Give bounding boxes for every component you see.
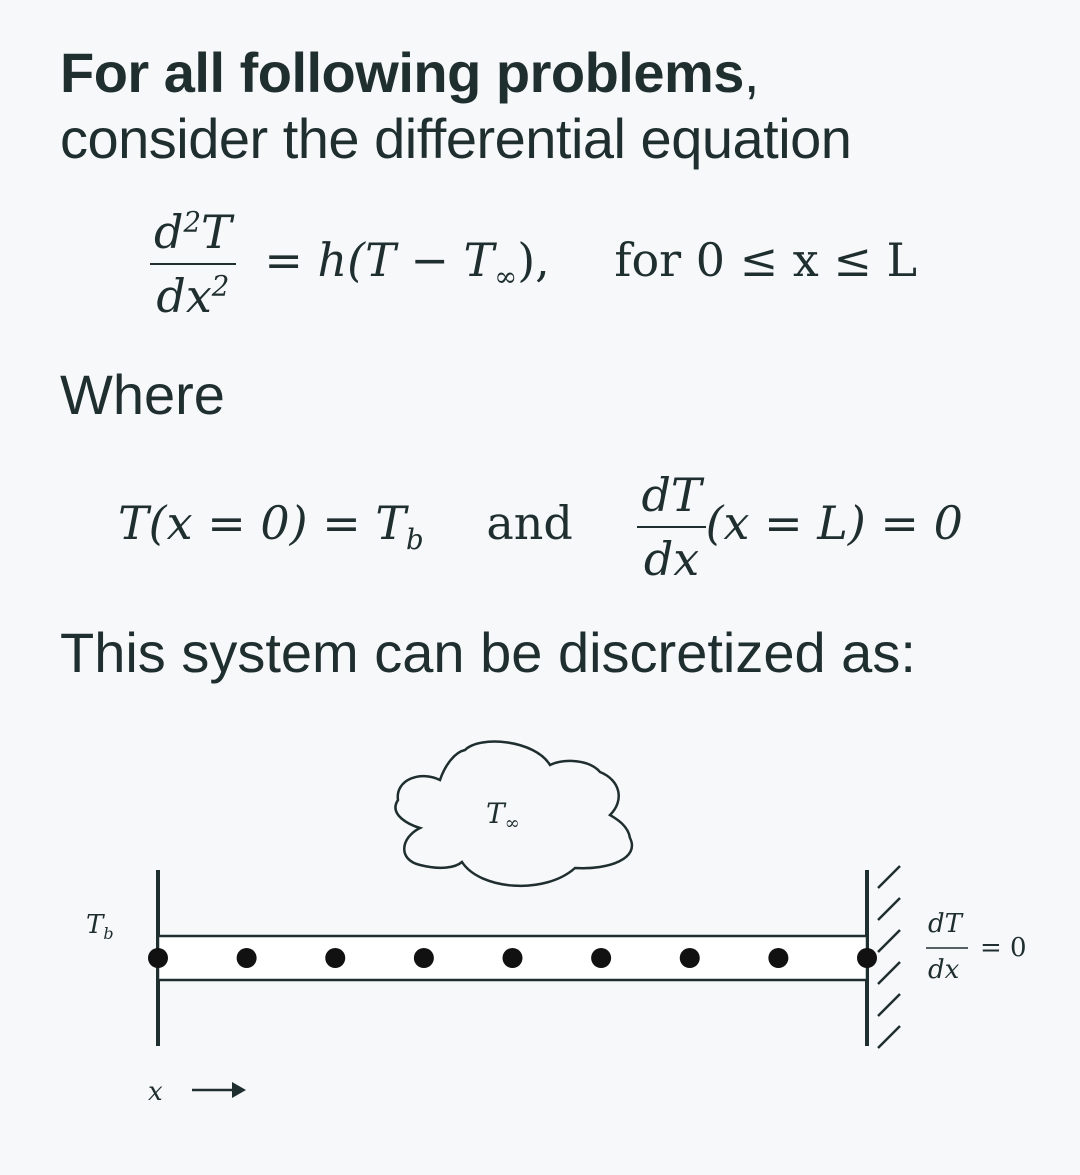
eq1-rhs-sub: ∞	[494, 260, 518, 294]
wall-hatching	[878, 866, 900, 1048]
discretization-diagram	[0, 720, 1080, 1120]
eq1-rhs-close: ),	[517, 233, 550, 287]
where-label: Where	[60, 363, 225, 426]
node-0	[148, 948, 168, 968]
node-7	[768, 948, 788, 968]
heading-comma: ,	[743, 41, 759, 104]
d2t-dx2-fraction	[150, 205, 236, 323]
bc2-frac-den: dx	[643, 532, 700, 586]
node-8	[857, 948, 877, 968]
bc1: T(x = 0) = T	[118, 496, 407, 550]
differential-equation	[150, 205, 917, 323]
eq1-num-sup: 2	[183, 205, 202, 239]
node-1	[237, 948, 257, 968]
boundary-conditions	[118, 468, 963, 586]
right-bc-num: dT	[928, 909, 962, 939]
node-6	[680, 948, 700, 968]
bc-and: and	[486, 496, 573, 550]
eq1-condition: for 0 ≤ x ≤ L	[614, 233, 918, 287]
right-bc-eq: = 0	[980, 933, 1027, 963]
node-3	[414, 948, 434, 968]
bc2-frac-num: dT	[641, 468, 702, 522]
discretized-label: This system can be discretized as:	[60, 621, 916, 684]
heading-line2: consider the differential equation	[60, 107, 852, 170]
right-bc-label	[926, 909, 1027, 985]
heading-bold: For all following problems	[60, 41, 744, 104]
node-4	[503, 948, 523, 968]
x-label: x	[148, 1077, 163, 1107]
node-2	[325, 948, 345, 968]
dt-dx-fraction	[637, 468, 705, 586]
bc2: (x = L) = 0	[705, 496, 963, 550]
eq1-num-d: d	[154, 205, 184, 259]
eq1-rhs: = h(T − T	[264, 233, 495, 287]
heading	[60, 40, 851, 172]
bc1-sub: b	[406, 523, 424, 557]
right-bc-den: dx	[928, 955, 960, 985]
eq1-den-dx: dx	[156, 269, 212, 323]
t-b-label: $T_b$	[86, 910, 114, 943]
eq1-num-t: T	[201, 205, 232, 259]
x-arrow-head	[232, 1082, 246, 1098]
t-inf-label: $T_\infty$	[486, 797, 520, 834]
node-5	[591, 948, 611, 968]
eq1-den-sup: 2	[211, 269, 230, 303]
